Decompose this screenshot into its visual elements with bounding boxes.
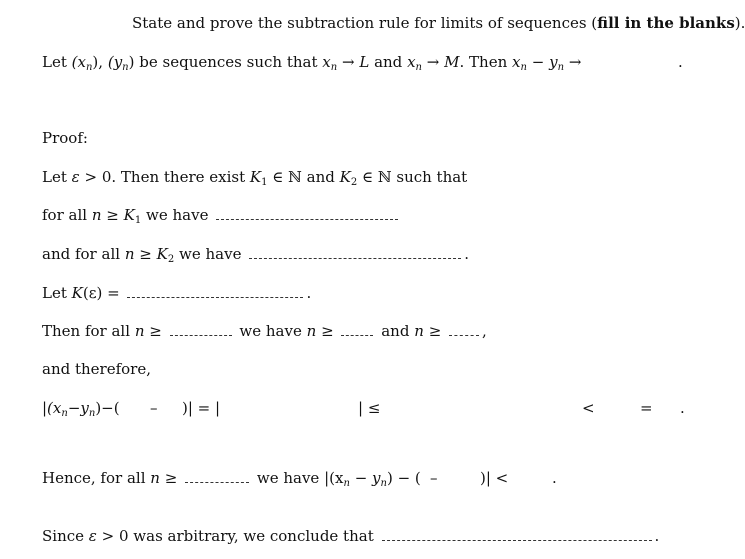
statement-line: Let $(x_n)$, $(y_n)$ be sequences such that $x_n \to L$ and $x_n \to M$. Then $x_n - y_n$ → [42,53,582,73]
therefore-line: and therefore, [42,360,151,378]
blank-n-geq-a[interactable] [341,325,373,336]
k2-line: and for all $n \ge K_2$ we have . [42,245,470,265]
epsilon-line: Let ε > 0. Then there exist $K_1$ ∈ ℕ and $K_2$ ∈ ℕ such that [42,168,468,188]
blank-n-geq-b[interactable] [449,325,479,336]
statement-period: . [678,53,683,71]
problem-title: State and prove the subtraction rule for limits of sequences (fill in the blanks). [132,14,745,32]
estimate-eq: = [640,399,653,417]
blank-k2-condition[interactable] [249,248,461,259]
estimate-lhs: $|(x_n-y_n)-$( [42,399,120,419]
hence-period: . [552,469,557,487]
estimate-period: . [680,399,685,417]
blank-n-threshold[interactable] [170,325,232,336]
estimate-dash: – [150,399,158,417]
hence-dash: – [430,469,438,487]
blank-k-epsilon[interactable] [127,287,303,298]
blank-conclusion[interactable] [382,530,652,541]
conclusion-line: Since ε > 0 was arbitrary, we conclude that . [42,527,660,545]
k-epsilon-line: Let K(ε) = . [42,284,312,302]
proof-label: Proof: [42,129,88,147]
estimate-lt: < [582,399,595,417]
hence-close: )| < [480,469,509,487]
estimate-le: | ≤ [358,399,381,417]
hence-line: Hence, for all n ≥ we have $|(x_n - y_n)$ − ( [42,469,421,489]
blank-hence-threshold[interactable] [185,472,249,483]
then-line: Then for all n ≥ we have n ≥ and n ≥ , [42,322,487,340]
estimate-close: )| = | [182,399,221,417]
k1-line: for all $n \ge K_1$ we have [42,205,401,225]
blank-k1-condition[interactable] [216,209,398,220]
